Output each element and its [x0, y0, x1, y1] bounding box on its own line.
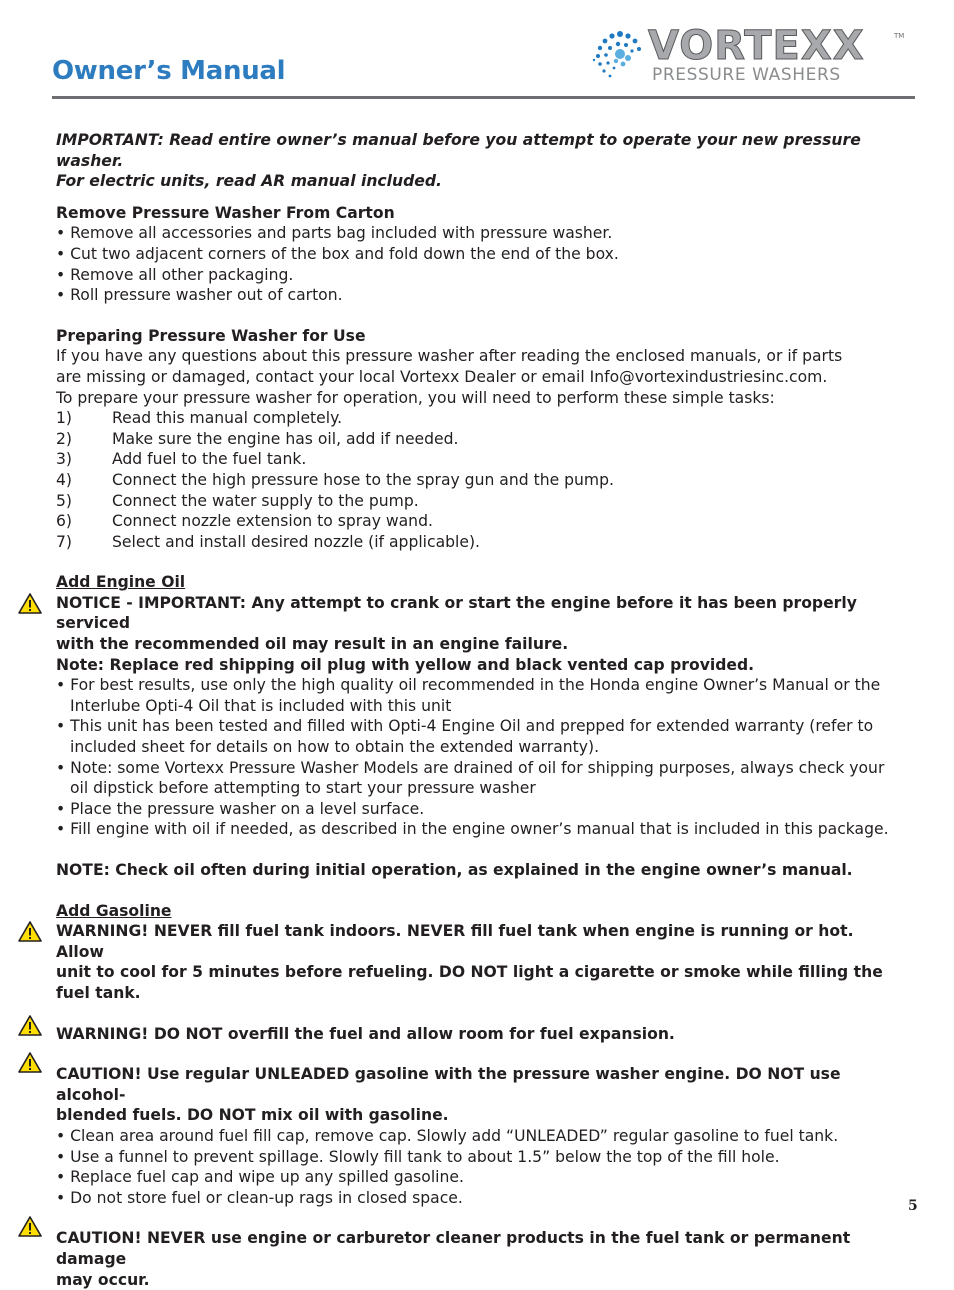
- gas-caution-2-line-2: may occur.: [56, 1270, 906, 1290]
- list-item: • Place the pressure washer on a level surface.: [56, 799, 906, 820]
- header-rule: [52, 96, 915, 99]
- warning-triangle-icon: [18, 921, 42, 942]
- vortexx-logo: [590, 24, 910, 90]
- step-item: 7) Select and install desired nozzle (if applicable).: [56, 532, 906, 553]
- list-item: • Remove all accessories and parts bag included with pressure washer.: [56, 223, 906, 244]
- important-line-1: IMPORTANT: Read entire owner’s manual before you attempt to operate your new pressure washer.: [56, 130, 906, 171]
- list-item: • Remove all other packaging.: [56, 265, 906, 286]
- prepare-paragraph-1: If you have any questions about this pressure washer after reading the enclosed manuals, or if parts: [56, 346, 906, 367]
- prepare-heading: Preparing Pressure Washer for Use: [56, 326, 906, 347]
- logo-subtitle: PRESSURE WASHERS: [652, 66, 841, 84]
- step-item: 6) Connect nozzle extension to spray wand.: [56, 511, 906, 532]
- step-item: 5) Connect the water supply to the pump.: [56, 491, 906, 512]
- warning-triangle-icon: [18, 593, 42, 614]
- swirl-dots-icon: [590, 24, 650, 90]
- list-item: • Use a funnel to prevent spillage. Slowly fill tank to about 1.5” below the top of the fill hole.: [56, 1147, 906, 1168]
- remove-heading: Remove Pressure Washer From Carton: [56, 203, 906, 224]
- prepare-paragraph-2: are missing or damaged, contact your local Vortexx Dealer or email Info@vortexindustriesinc.com.: [56, 367, 906, 388]
- gas-heading: Add Gasoline: [56, 901, 906, 922]
- gas-warning-1: [56, 921, 906, 1003]
- gas-warning-2-text: WARNING! DO NOT overfill the fuel and allow room for fuel expansion.: [56, 1024, 906, 1045]
- gas-caution-2: [56, 1228, 906, 1290]
- list-item: • For best results, use only the high quality oil recommended in the Honda engine Owner’s Manual or the Interlube Opti-4 Oil that is included with this unit: [56, 675, 906, 716]
- gas-caution-1-line-2: blended fuels. DO NOT mix oil with gasoline.: [56, 1105, 906, 1126]
- gas-warning-1-line-1: WARNING! NEVER fill fuel tank indoors. NEVER fill fuel tank when engine is running or hot. Allow: [56, 921, 906, 962]
- page-title: Owner’s Manual: [52, 56, 285, 86]
- oil-notice: [56, 593, 906, 655]
- gas-warning-1-line-2: unit to cool for 5 minutes before refueling. DO NOT light a cigarette or smoke while filling the fuel tank.: [56, 962, 906, 1003]
- list-item: • Replace fuel cap and wipe up any spilled gasoline.: [56, 1167, 906, 1188]
- list-item: • Roll pressure washer out of carton.: [56, 285, 906, 306]
- list-item: • Do not store fuel or clean-up rags in closed space.: [56, 1188, 906, 1209]
- gas-caution-1: [56, 1064, 906, 1126]
- step-item: 4) Connect the high pressure hose to the spray gun and the pump.: [56, 470, 906, 491]
- oil-heading: Add Engine Oil: [56, 572, 906, 593]
- gas-caution-1-line-1: CAUTION! Use regular UNLEADED gasoline with the pressure washer engine. DO NOT use alcohol-: [56, 1064, 906, 1105]
- warning-triangle-icon: [18, 1015, 42, 1036]
- manual-content: [56, 130, 906, 1290]
- logo-trademark: TM: [894, 32, 904, 40]
- logo-brand: VORTEXX: [648, 26, 865, 66]
- list-item: • Note: some Vortexx Pressure Washer Models are drained of oil for shipping purposes, always check your oil dipstick before attempting to start your pressure washer: [56, 758, 906, 799]
- prepare-paragraph-3: To prepare your pressure washer for operation, you will need to perform these simple tasks:: [56, 388, 906, 409]
- oil-note: Note: Replace red shipping oil plug with yellow and black vented cap provided.: [56, 655, 906, 676]
- oil-notice-line-2: with the recommended oil may result in an engine failure.: [56, 634, 906, 655]
- list-item: • This unit has been tested and filled with Opti-4 Engine Oil and prepped for extended warranty (refer to included sheet for details on how to obtain the extended warranty).: [56, 716, 906, 757]
- list-item: • Fill engine with oil if needed, as described in the engine owner’s manual that is included in this package.: [56, 819, 906, 840]
- oil-check-note: NOTE: Check oil often during initial operation, as explained in the engine owner’s manual.: [56, 860, 906, 881]
- step-item: 2) Make sure the engine has oil, add if needed.: [56, 429, 906, 450]
- warning-triangle-icon: [18, 1216, 42, 1237]
- warning-triangle-icon: [18, 1052, 42, 1073]
- gas-caution-2-line-1: CAUTION! NEVER use engine or carburetor cleaner products in the fuel tank or permanent damage: [56, 1228, 906, 1269]
- step-item: 1) Read this manual completely.: [56, 408, 906, 429]
- important-line-2: For electric units, read AR manual included.: [56, 171, 906, 192]
- list-item: • Cut two adjacent corners of the box and fold down the end of the box.: [56, 244, 906, 265]
- oil-notice-line-1: NOTICE - IMPORTANT: Any attempt to crank or start the engine before it has been properly serviced: [56, 593, 906, 634]
- list-item: • Clean area around fuel fill cap, remove cap. Slowly add “UNLEADED” regular gasoline to fuel tank.: [56, 1126, 906, 1147]
- gas-warning-2: [56, 1024, 906, 1045]
- step-item: 3) Add fuel to the fuel tank.: [56, 449, 906, 470]
- page-number: 5: [908, 1198, 918, 1214]
